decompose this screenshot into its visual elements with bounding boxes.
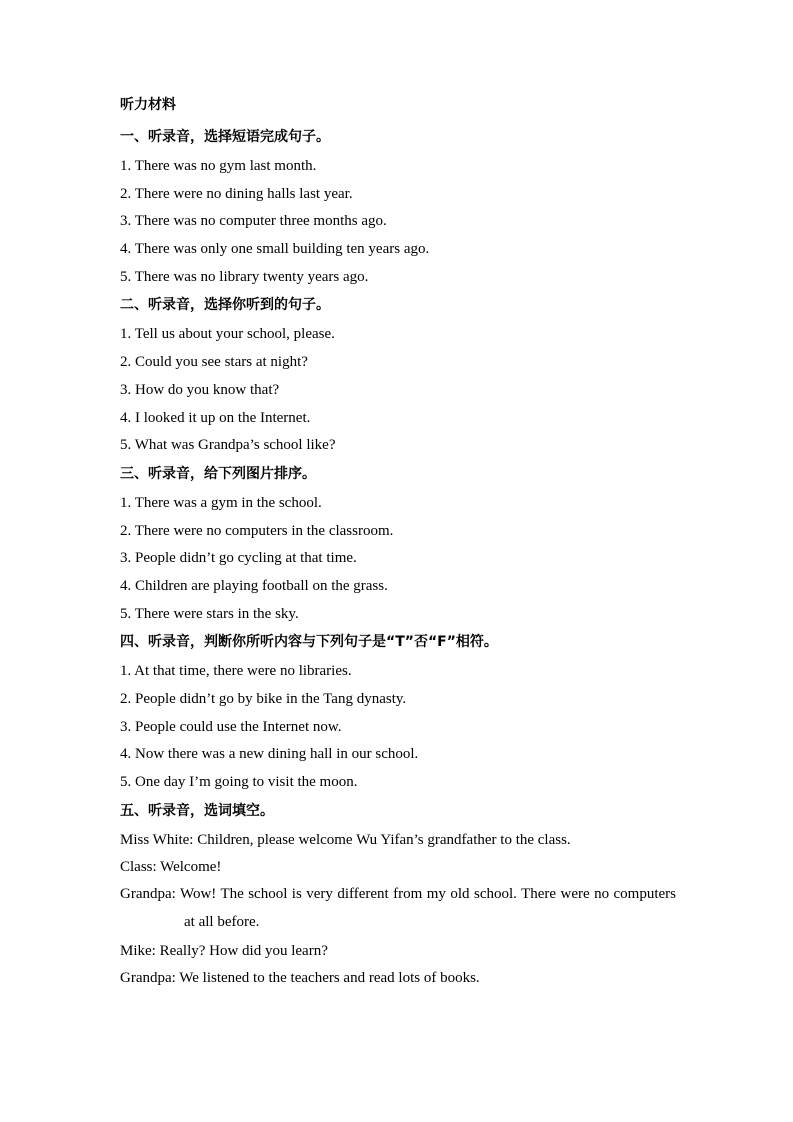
section-heading: 三、听录音，给下列图片排序。 bbox=[120, 465, 316, 482]
list-item: 3. There was no computer three months ago. bbox=[120, 213, 387, 230]
section-heading: 二、听录音，选择你听到的句子。 bbox=[120, 297, 330, 314]
section-5 bbox=[120, 800, 676, 988]
list-item: 2. People didn’t go by bike in the Tang dynasty. bbox=[120, 691, 407, 707]
section-heading: 四、听录音，判断你所听内容与下列句子是“T”否“F”相符。 bbox=[120, 634, 498, 651]
list-item: 2. Could you see stars at night? bbox=[120, 354, 308, 371]
dialog-line: Mike: Really? How did you learn? bbox=[120, 942, 328, 959]
section-heading: 五、听录音，选词填空。 bbox=[120, 802, 274, 819]
list-item: 5. There was no library twenty years ago. bbox=[120, 268, 369, 285]
list-item: 3. People didn’t go cycling at that time. bbox=[120, 550, 357, 567]
list-item: 4. Children are playing football on the grass. bbox=[120, 577, 388, 594]
list-item: 5. One day I’m going to visit the moon. bbox=[120, 774, 358, 791]
section-1 bbox=[120, 126, 676, 287]
dialog-line: Grandpa: Wow! The school is very different from my old school. There were no computers at all before. bbox=[120, 886, 676, 930]
list-item: 1. At that time, there were no libraries. bbox=[120, 663, 352, 680]
dialog-line: Miss White: Children, please welcome Wu Yifan’s grandfather to the class. bbox=[120, 831, 571, 848]
list-item: 1. There was no gym last month. bbox=[120, 158, 317, 174]
list-item: 5. What was Grandpa’s school like? bbox=[120, 437, 336, 454]
list-item: 2. There were no dining halls last year. bbox=[120, 185, 353, 202]
list-item: 4. There was only one small building ten years ago. bbox=[120, 241, 430, 258]
list-item: 1. There was a gym in the school. bbox=[120, 494, 322, 511]
document-title: 听力材料 bbox=[120, 97, 176, 113]
section-3 bbox=[120, 463, 676, 624]
section-heading: 一、听录音，选择短语完成句子。 bbox=[120, 129, 330, 145]
list-item: 2. There were no computers in the classroom. bbox=[120, 522, 394, 539]
section-2 bbox=[120, 294, 676, 455]
section-4 bbox=[120, 631, 676, 792]
dialog-line: Class: Welcome! bbox=[120, 859, 222, 876]
list-item: 4. I looked it up on the Internet. bbox=[120, 409, 311, 426]
document-page bbox=[120, 95, 676, 996]
list-item: 3. People could use the Internet now. bbox=[120, 718, 342, 735]
list-item: 4. Now there was a new dining hall in our school. bbox=[120, 746, 419, 763]
dialog-line: Grandpa: We listened to the teachers and read lots of books. bbox=[120, 970, 480, 987]
list-item: 5. There were stars in the sky. bbox=[120, 605, 299, 622]
list-item: 3. How do you know that? bbox=[120, 381, 280, 398]
list-item: 1. Tell us about your school, please. bbox=[120, 326, 335, 343]
